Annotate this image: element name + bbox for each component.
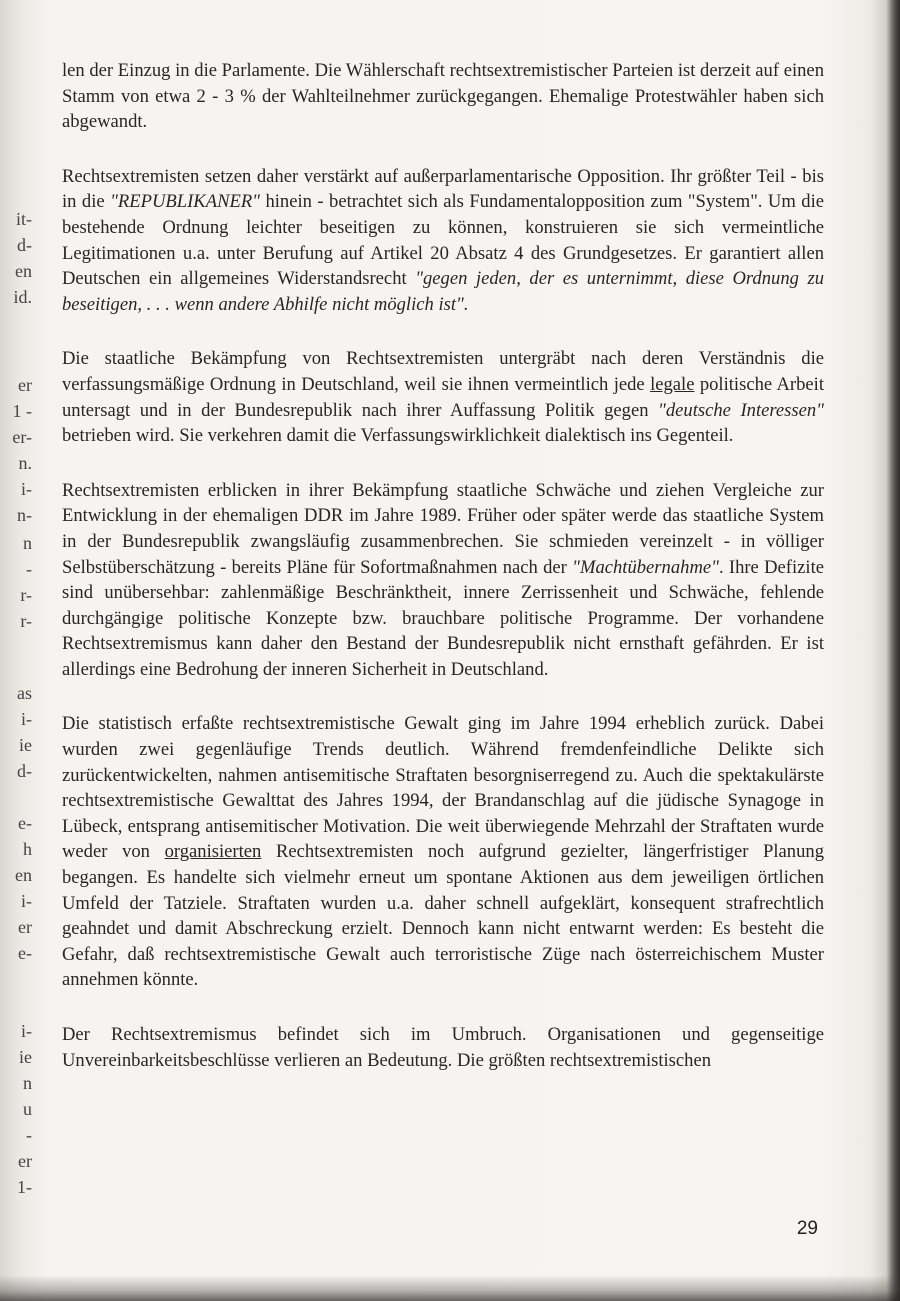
margin-fragment: i- <box>21 891 32 911</box>
paragraph <box>62 478 824 683</box>
margin-fragment: - <box>26 559 32 579</box>
paragraph <box>62 58 824 135</box>
underlined-word: legale <box>650 373 695 395</box>
margin-fragment: ie <box>19 1047 32 1067</box>
text-run: Rechtsextremisten noch aufgrund gezielter, längerfristiger Planung begangen. Es handelte sich vielmehr erneut um spontane Aktionen aus dem jeweiligen örtlichen Umfeld der Tatziele. Straftaten wurden u.a. daher schnell aufgeklärt, konsequent strafrechtlich geahndet und damit Abschreckung erzielt. Dennoch kann nicht entwarnt werden: Es besteht die Gefahr, daß rechtsextremistische Gewalt auch terroristische Züge nach österreichischem Muster annehmen könnte. <box>62 841 824 991</box>
underlined-word: organisierten <box>164 841 262 863</box>
text-run: Rechtsextremisten setzen daher verstärkt auf außerparlamentarische Opposition. Ihr größter Teil - bis in die <box>62 165 824 213</box>
body-text <box>62 58 824 1102</box>
margin-fragment: er <box>18 1151 32 1171</box>
margin-fragment: en <box>15 865 32 885</box>
book-spine-shadow <box>886 0 900 1301</box>
margin-fragment: e- <box>18 943 32 963</box>
text-run: hinein - betrachtet sich als Fundamentalopposition zum "System". Um die bestehende Ordnung leichter beseitigen zu können, konstruieren sie sich vermeintliche Legitimationen u.a. unter Berufung auf Artikel 20 Absatz 4 des Grundgesetzes. Er garantiert allen Deutschen ein allgemeines Widerstandsrecht <box>62 191 824 290</box>
margin-fragment: d- <box>17 235 32 255</box>
margin-fragment: e- <box>18 813 32 833</box>
margin-fragment: h <box>23 839 32 859</box>
previous-page-margin <box>0 0 34 1301</box>
text-run: Der Rechtsextremismus befindet sich im Umbruch. Organisationen und gegenseitige Unvereinbarkeitsbeschlüsse verlieren an Bedeutung. Die größten rechtsextremistischen <box>62 1024 824 1071</box>
margin-fragment: i- <box>21 709 32 729</box>
italic-quote: "gegen jeden, der es unternimmt, diese Ordnung zu beseitigen, . . . wenn andere Abhilfe nicht möglich ist". <box>62 268 824 315</box>
margin-fragment: d- <box>17 761 32 781</box>
margin-fragment: n- <box>17 505 32 525</box>
text-run: Die statistisch erfaßte rechtsextremistische Gewalt ging im Jahre 1994 erheblich zurück. Dabei wurden zwei gegenläufige Trends deutlich. Während fremdenfeindliche Delikte sich zurückentwickelten, nahmen antisemitische Straftaten besorgniserregend zu. Auch die spektakulärste rechtsextremistische Gewalttat des Jahres 1994, der Brandanschlag auf die jüdische Synagoge in Lübeck, entsprang antisemitischer Motivation. Die weit überwiegende Mehrzahl der Straftaten wurde weder von <box>62 713 824 863</box>
paragraph <box>62 1022 824 1073</box>
italic-quote: "deutsche Interessen" <box>658 399 824 421</box>
margin-fragment: i- <box>21 479 32 499</box>
margin-fragment: n <box>23 1073 32 1093</box>
margin-fragment: - <box>26 1125 32 1145</box>
margin-fragment: er <box>18 375 32 395</box>
margin-fragment: id. <box>13 287 32 307</box>
page-number: 29 <box>796 1218 818 1239</box>
margin-fragment: n <box>23 533 32 553</box>
margin-fragment: as <box>17 683 32 703</box>
margin-fragment: it- <box>16 209 32 229</box>
margin-fragment: r- <box>20 585 32 605</box>
page-bottom-shadow <box>0 1275 900 1301</box>
paragraph <box>62 711 824 993</box>
margin-fragment: i- <box>21 1021 32 1041</box>
text-run: Die staatliche Bekämpfung von Rechtsextremisten untergräbt nach deren Verständnis die verfassungsmäßige Ordnung in Deutschland, weil sie ihnen vermeintlich jede <box>62 348 824 395</box>
margin-fragment: er- <box>12 427 32 447</box>
margin-fragment: r- <box>20 611 32 631</box>
text-run: len der Einzug in die Parlamente. Die Wählerschaft rechtsextremistischer Parteien ist derzeit auf einen Stamm von etwa 2 - 3 % der Wahlteilnehmer zurückgegangen. Ehemalige Protestwähler haben sich abgewandt. <box>62 60 824 133</box>
margin-fragment: en <box>15 261 32 281</box>
paragraph <box>62 346 824 448</box>
text-run: Rechtsextremisten erblicken in ihrer Bekämpfung staatliche Schwäche und ziehen Vergleiche zur Entwicklung in der ehemaligen DDR im Jahre 1989. Früher oder später werde das staatliche System in der Bundesrepublik zwangsläufig zusammenbrechen. Sie schmieden vereinzelt - in völliger Selbstüberschätzung - bereits Pläne für Sofortmaßnahmen nach der <box>62 479 824 578</box>
italic-quote: "Machtübernahme" <box>572 556 719 578</box>
paragraph <box>62 164 824 318</box>
italic-quote: "REPUBLIKANER" <box>110 191 260 213</box>
margin-fragment: 1- <box>17 1177 32 1197</box>
margin-fragment: u <box>23 1099 32 1119</box>
text-run: politische Arbeit untersagt und in der Bundesrepublik nach ihrer Auffassung Politik gegen <box>62 373 824 421</box>
margin-fragment: 1 - <box>12 401 32 421</box>
margin-fragment: er <box>18 917 32 937</box>
text-run: betrieben wird. Sie verkehren damit die Verfassungswirklichkeit dialektisch ins Gegenteil. <box>62 425 734 447</box>
text-run: . Ihre Defizite sind unübersehbar: zahlenmäßige Beschränktheit, innere Zerrissenheit und Schwäche, fehlende durchgängige politische Konzepte bzw. brauchbare politische Programme. Der vorhandene Rechtsextremismus kann daher den Bestand der Bundesrepublik nicht ernsthaft gefährden. Er ist allerdings eine Bedrohung der inneren Sicherheit in Deutschland. <box>62 556 824 680</box>
margin-fragment: ie <box>19 735 32 755</box>
margin-fragment: n. <box>18 453 32 473</box>
